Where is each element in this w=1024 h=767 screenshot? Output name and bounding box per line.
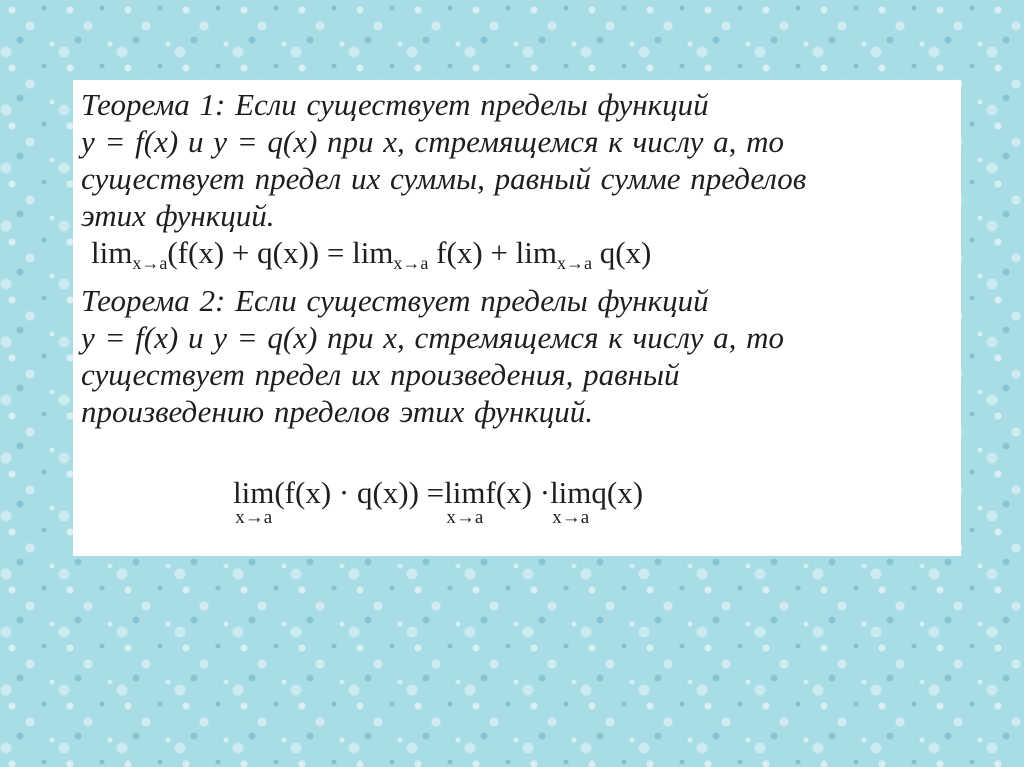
theorem2-line1: Теорема 2: Если существует пределы функций: [81, 283, 709, 318]
lim-label: lim: [233, 475, 275, 510]
formula-part: q(x): [591, 475, 644, 510]
content-panel: [73, 80, 961, 556]
theorem1-line4: этих функций.: [81, 198, 275, 233]
formula-part: (f(x) + q(x)) =: [167, 235, 353, 270]
lim-block: [444, 475, 486, 528]
formula-part: f(x) ·: [485, 475, 551, 510]
formula-part: f(x) +: [428, 235, 516, 270]
product-limit-formula: [233, 475, 644, 528]
theorem1-line3: существует предел их суммы, равный сумме пределов: [81, 161, 807, 196]
lim-label: lim: [444, 475, 486, 510]
lim-subscript: x→a: [393, 253, 429, 273]
lim-underscript: x→a: [235, 507, 273, 528]
lim-label: lim: [91, 235, 133, 270]
lim-label: lim: [550, 475, 592, 510]
lim-underscript: x→a: [552, 507, 590, 528]
theorem2-line2: y = f(x) и y = q(x) при x, стремящемся к числу a, то: [81, 320, 785, 355]
theorem2-line4: произведению пределов этих функций.: [81, 394, 594, 429]
lim-label: lim: [352, 235, 394, 270]
theorem1-line1: Теорема 1: Если существует пределы функций: [81, 87, 709, 122]
lim-underscript: x→a: [446, 507, 484, 528]
lim-label: lim: [515, 235, 557, 270]
formula-part: q(x): [591, 235, 652, 270]
sum-limit-formula: [81, 234, 953, 282]
lim-block: [550, 475, 592, 528]
theorem1-line2: y = f(x) и y = q(x) при x, стремящемся к числу a, то: [81, 124, 785, 159]
formula-part: (f(x) · q(x)) =: [274, 475, 445, 510]
lim-subscript: x→a: [132, 253, 168, 273]
lim-block: [233, 475, 275, 528]
theorem2-line3: существует предел их произведения, равный: [81, 357, 680, 392]
lim-subscript: x→a: [556, 253, 592, 273]
